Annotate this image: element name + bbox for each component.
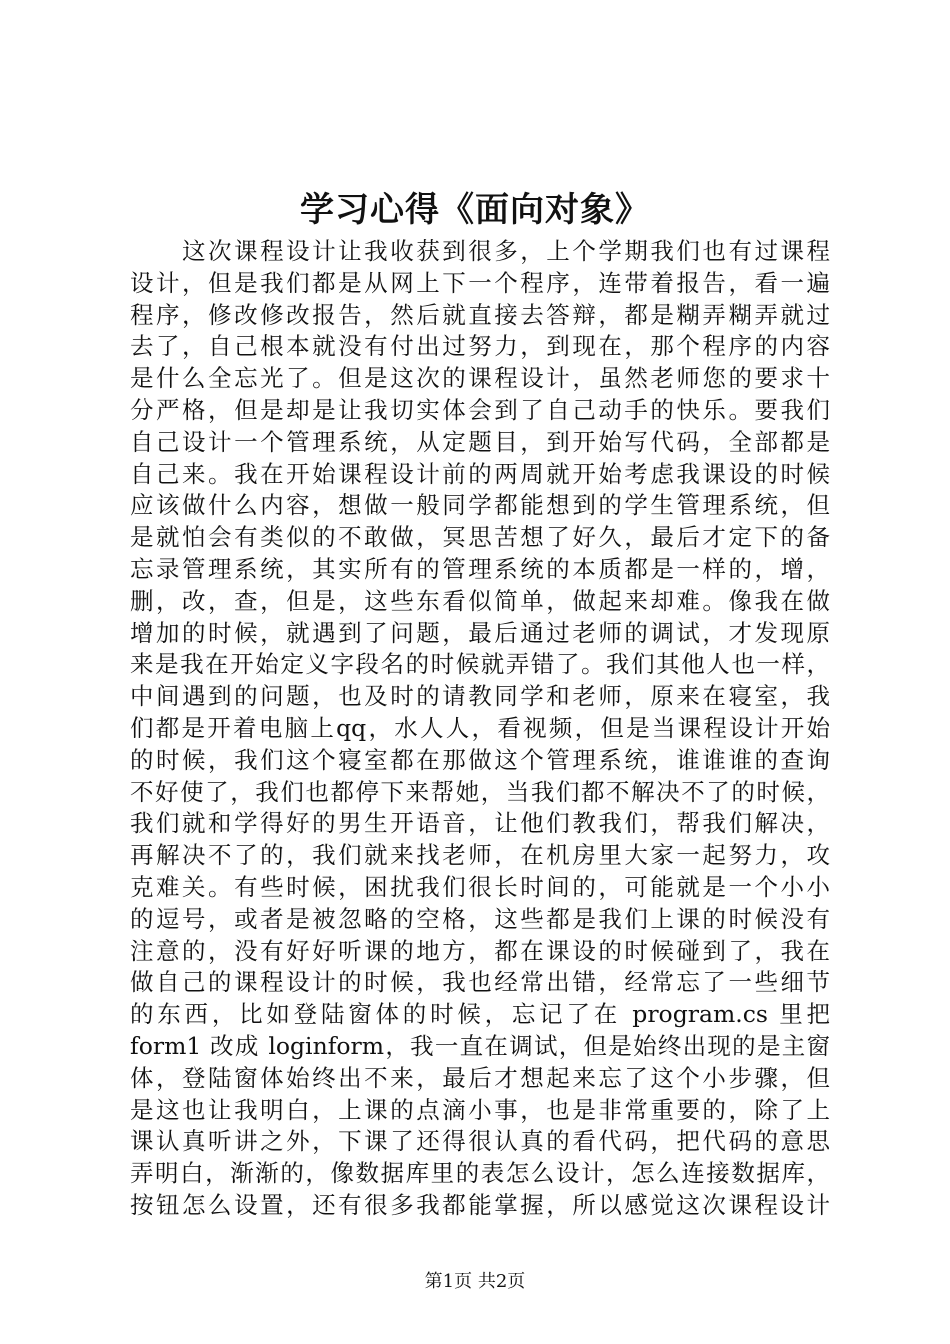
- text-line: 的东西，比如登陆窗体的时候，忘记了在 program.cs 里把: [130, 1000, 830, 1029]
- text-line: 忘录管理系统，其实所有的管理系统的本质都是一样的，增，: [130, 554, 830, 583]
- text-line: 自己来。我在开始课程设计前的两周就开始考虑我课设的时候: [130, 459, 830, 488]
- text-line: 增加的时候，就遇到了问题，最后通过老师的调试，才发现原: [130, 618, 830, 647]
- text-line: 分严格，但是却是让我切实体会到了自己动手的快乐。要我们: [130, 395, 830, 424]
- text-line: 再解决不了的，我们就来找老师，在机房里大家一起努力，攻: [130, 841, 830, 870]
- text-line: 删，改，查，但是，这些东看似简单，做起来却难。像我在做: [130, 586, 830, 615]
- text-line: 是什么全忘光了。但是这次的课程设计，虽然老师您的要求十: [130, 364, 830, 393]
- text-line: 这次课程设计让我收获到很多，上个学期我们也有过课程: [130, 237, 830, 265]
- text-line: 设计，但是我们都是从网上下一个程序，连带着报告，看一遍: [130, 268, 830, 297]
- page-title: 学习心得《面向对象》: [300, 190, 650, 230]
- text-line: 按钮怎么设置，还有很多我都能掌握，所以感觉这次课程设计: [130, 1190, 830, 1219]
- text-line: 来是我在开始定义字段名的时候就弄错了。我们其他人也一样，: [130, 650, 830, 679]
- text-line: 程序，修改修改报告，然后就直接去答辩，都是糊弄糊弄就过: [130, 300, 830, 329]
- page-number-footer: 第1页 共2页: [424, 1271, 526, 1292]
- text-line: 应该做什么内容，想做一般同学都能想到的学生管理系统，但: [130, 491, 830, 520]
- text-line: 体，登陆窗体始终出不来，最后才想起来忘了这个小步骤，但: [130, 1063, 830, 1092]
- text-line: 课认真听讲之外，下课了还得很认真的看代码，把代码的意思: [130, 1127, 830, 1156]
- text-line: 中间遇到的问题，也及时的请教同学和老师，原来在寝室，我: [130, 682, 830, 711]
- body-paragraph: [130, 236, 830, 1222]
- text-line: 是就怕会有类似的不敢做，冥思苦想了好久，最后才定下的备: [130, 523, 830, 552]
- text-line: form1 改成 loginform，我一直在调试，但是始终出现的是主窗: [130, 1031, 830, 1060]
- text-line: 去了，自己根本就没有付出过努力，到现在，那个程序的内容: [130, 332, 830, 361]
- text-line: 自己设计一个管理系统，从定题目，到开始写代码，全部都是: [130, 427, 830, 456]
- text-line: 做自己的课程设计的时候，我也经常出错，经常忘了一些细节: [130, 968, 830, 997]
- text-line: 的逗号，或者是被忽略的空格，这些都是我们上课的时候没有: [130, 904, 830, 933]
- text-line: 是这也让我明白，上课的点滴小事，也是非常重要的，除了上: [130, 1095, 830, 1124]
- text-line: 弄明白，渐渐的，像数据库里的表怎么设计，怎么连接数据库，: [130, 1159, 830, 1188]
- text-line: 我们就和学得好的男生开语音，让他们教我们，帮我们解决，: [130, 809, 830, 838]
- text-line: 不好使了，我们也都停下来帮她，当我们都不解决不了的时候，: [130, 777, 830, 806]
- text-line: 们都是开着电脑上qq，水人人，看视频，但是当课程设计开始: [130, 713, 830, 742]
- text-line: 的时候，我们这个寝室都在那做这个管理系统，谁谁谁的查询: [130, 745, 830, 774]
- text-line: 注意的，没有好好听课的地方，都在课设的时候碰到了，我在: [130, 936, 830, 965]
- text-line: 克难关。有些时候，困扰我们很长时间的，可能就是一个小小: [130, 872, 830, 901]
